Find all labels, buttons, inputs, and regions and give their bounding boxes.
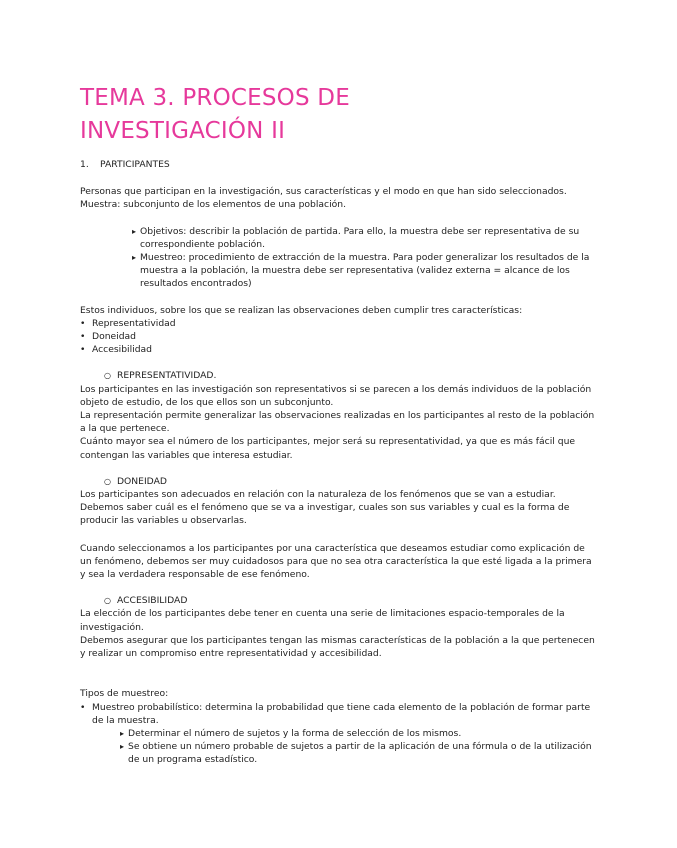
subheading-accesibilidad	[104, 594, 597, 607]
section-heading	[80, 158, 597, 171]
subheading-label: DONEIDAD	[116, 475, 167, 487]
paragraph: Los participantes son adecuados en relación con la naturaleza de los fenómenos que se van a estudiar.	[80, 489, 556, 501]
muestreo-list	[80, 701, 597, 727]
paragraph: Cuando seleccionamos a los participantes por una característica que deseamos estudiar como explicación de un fenómeno, debemos ser muy cuidadosos para que no sea otra característica la que esté ligada a la primera y sea la verdadera responsable de ese fenómeno.	[80, 542, 592, 581]
paragraph: La representación permite generalizar las observaciones realizadas en los participantes al resto de la población a la que pertenece.	[80, 410, 595, 435]
paragraph: La elección de los participantes debe tener en cuenta una serie de limitaciones espacio-temporales de la investigación.	[80, 608, 565, 633]
muestreo-intro: Tipos de muestreo:	[80, 688, 169, 700]
title-line-2: INVESTIGACIÓN II	[80, 118, 286, 144]
list-item: • Muestreo probabilístico: determina la probabilidad que tiene cada elemento de la población de formar parte de la muestra.	[80, 701, 597, 727]
list-item: ▸ Se obtiene un número probable de sujetos a partir de la aplicación de una fórmula o de la utilización de un programa estadístico.	[120, 740, 597, 766]
document-body	[80, 158, 597, 767]
circle-bullet-icon: ○	[104, 476, 111, 486]
paragraph: Debemos asegurar que los participantes tengan las mismas características de la población a la que pertenecen y realizar un compromiso entre representatividad y accesibilidad.	[80, 634, 595, 660]
list-item: • Accesibilidad	[80, 343, 597, 356]
list-item: ▸ Muestreo: procedimiento de extracción de la muestra. Para poder generalizar los resultados de la muestra a la población, la muestra debe ser representativa (validez externa = alcance de los resultados encontrados)	[132, 251, 597, 291]
list-item: ▸ Determinar el número de sujetos y la forma de selección de los mismos.	[120, 727, 597, 740]
document-title	[80, 82, 597, 148]
section-title: PARTICIPANTES	[100, 159, 170, 170]
objectives-list	[132, 225, 597, 291]
subheading-label: ACCESIBILIDAD	[116, 595, 188, 607]
paragraph: Debemos saber cuál es el fenómeno que se va a investigar, cuales son sus variables y cual es la forma de producir las variables u observarlas.	[80, 502, 570, 527]
intro-paragraph-2: Muestra: subconjunto de los elementos de una población.	[80, 199, 347, 211]
section-number: 1.	[80, 159, 89, 170]
characteristics-list	[80, 317, 597, 357]
paragraph: Los participantes en las investigación son representativos si se parecen a los demás individuos de la población objeto de estudio, de los que ellos son un subconjunto.	[80, 383, 592, 408]
subheading-doneidad	[104, 475, 597, 488]
subheading-label: REPRESENTATIVIDAD.	[116, 370, 217, 382]
list-item: • Doneidad	[80, 330, 597, 343]
characteristics-intro: Estos individuos, sobre los que se realizan las observaciones deben cumplir tres características:	[80, 304, 523, 316]
title-line-1: TEMA 3. PROCESOS DE	[80, 85, 350, 111]
subheading-representatividad	[104, 369, 597, 382]
intro-paragraph-1: Personas que participan en la investigación, sus características y el modo en que han sido seleccionados.	[80, 186, 567, 198]
muestreo-sublist	[120, 727, 597, 767]
paragraph: Cuánto mayor sea el número de los participantes, mejor será su representatividad, ya que es más fácil que contengan las variables que interesa estudiar.	[80, 436, 576, 461]
list-item: ▸ Objetivos: describir la población de partida. Para ello, la muestra debe ser representativa de su correspondiente población.	[132, 225, 597, 251]
circle-bullet-icon: ○	[104, 371, 111, 381]
list-item: • Representatividad	[80, 317, 597, 330]
circle-bullet-icon: ○	[104, 596, 111, 606]
